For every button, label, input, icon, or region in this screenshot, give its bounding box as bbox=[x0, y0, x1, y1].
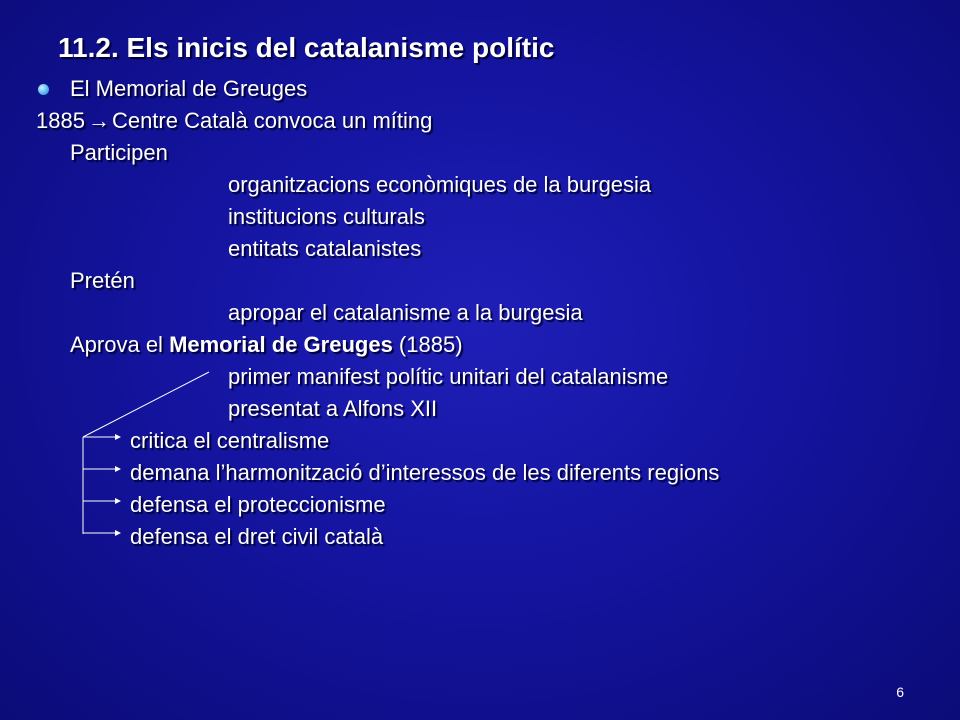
aprova-item: primer manifest polític unitari del catalanisme bbox=[228, 364, 669, 389]
participen-label: Participen bbox=[70, 140, 168, 165]
page-number: 6 bbox=[896, 684, 904, 700]
consequence-item: defensa el proteccionisme bbox=[130, 492, 386, 517]
preten-item: apropar el catalanisme a la burgesia bbox=[228, 300, 583, 325]
memorial-greuges-bold: Memorial de Greuges bbox=[169, 332, 393, 357]
participen-item: institucions culturals bbox=[228, 204, 425, 229]
participen-item: entitats catalanistes bbox=[228, 236, 422, 261]
slide-title: 11.2. Els inicis del catalanisme polític bbox=[58, 32, 555, 63]
right-arrow-icon: → bbox=[87, 108, 110, 133]
aprova-suffix: (1885) bbox=[392, 332, 463, 357]
year: 1885 bbox=[36, 108, 85, 133]
consequence-item: critica el centralisme bbox=[130, 428, 330, 453]
preten-label: Pretén bbox=[70, 268, 135, 293]
bullet-memorial-greuges: El Memorial de Greuges bbox=[70, 76, 308, 101]
aprova-prefix: Aprova el bbox=[70, 332, 170, 357]
aprova-item: presentat a Alfons XII bbox=[228, 396, 438, 421]
consequence-item: defensa el dret civil català bbox=[130, 524, 384, 549]
participen-item: organitzacions econòmiques de la burgesia bbox=[228, 172, 652, 197]
consequence-item: demana l’harmonització d’interessos de les diferents regions bbox=[130, 460, 720, 485]
year-line-text: Centre Català convoca un míting bbox=[111, 108, 433, 133]
